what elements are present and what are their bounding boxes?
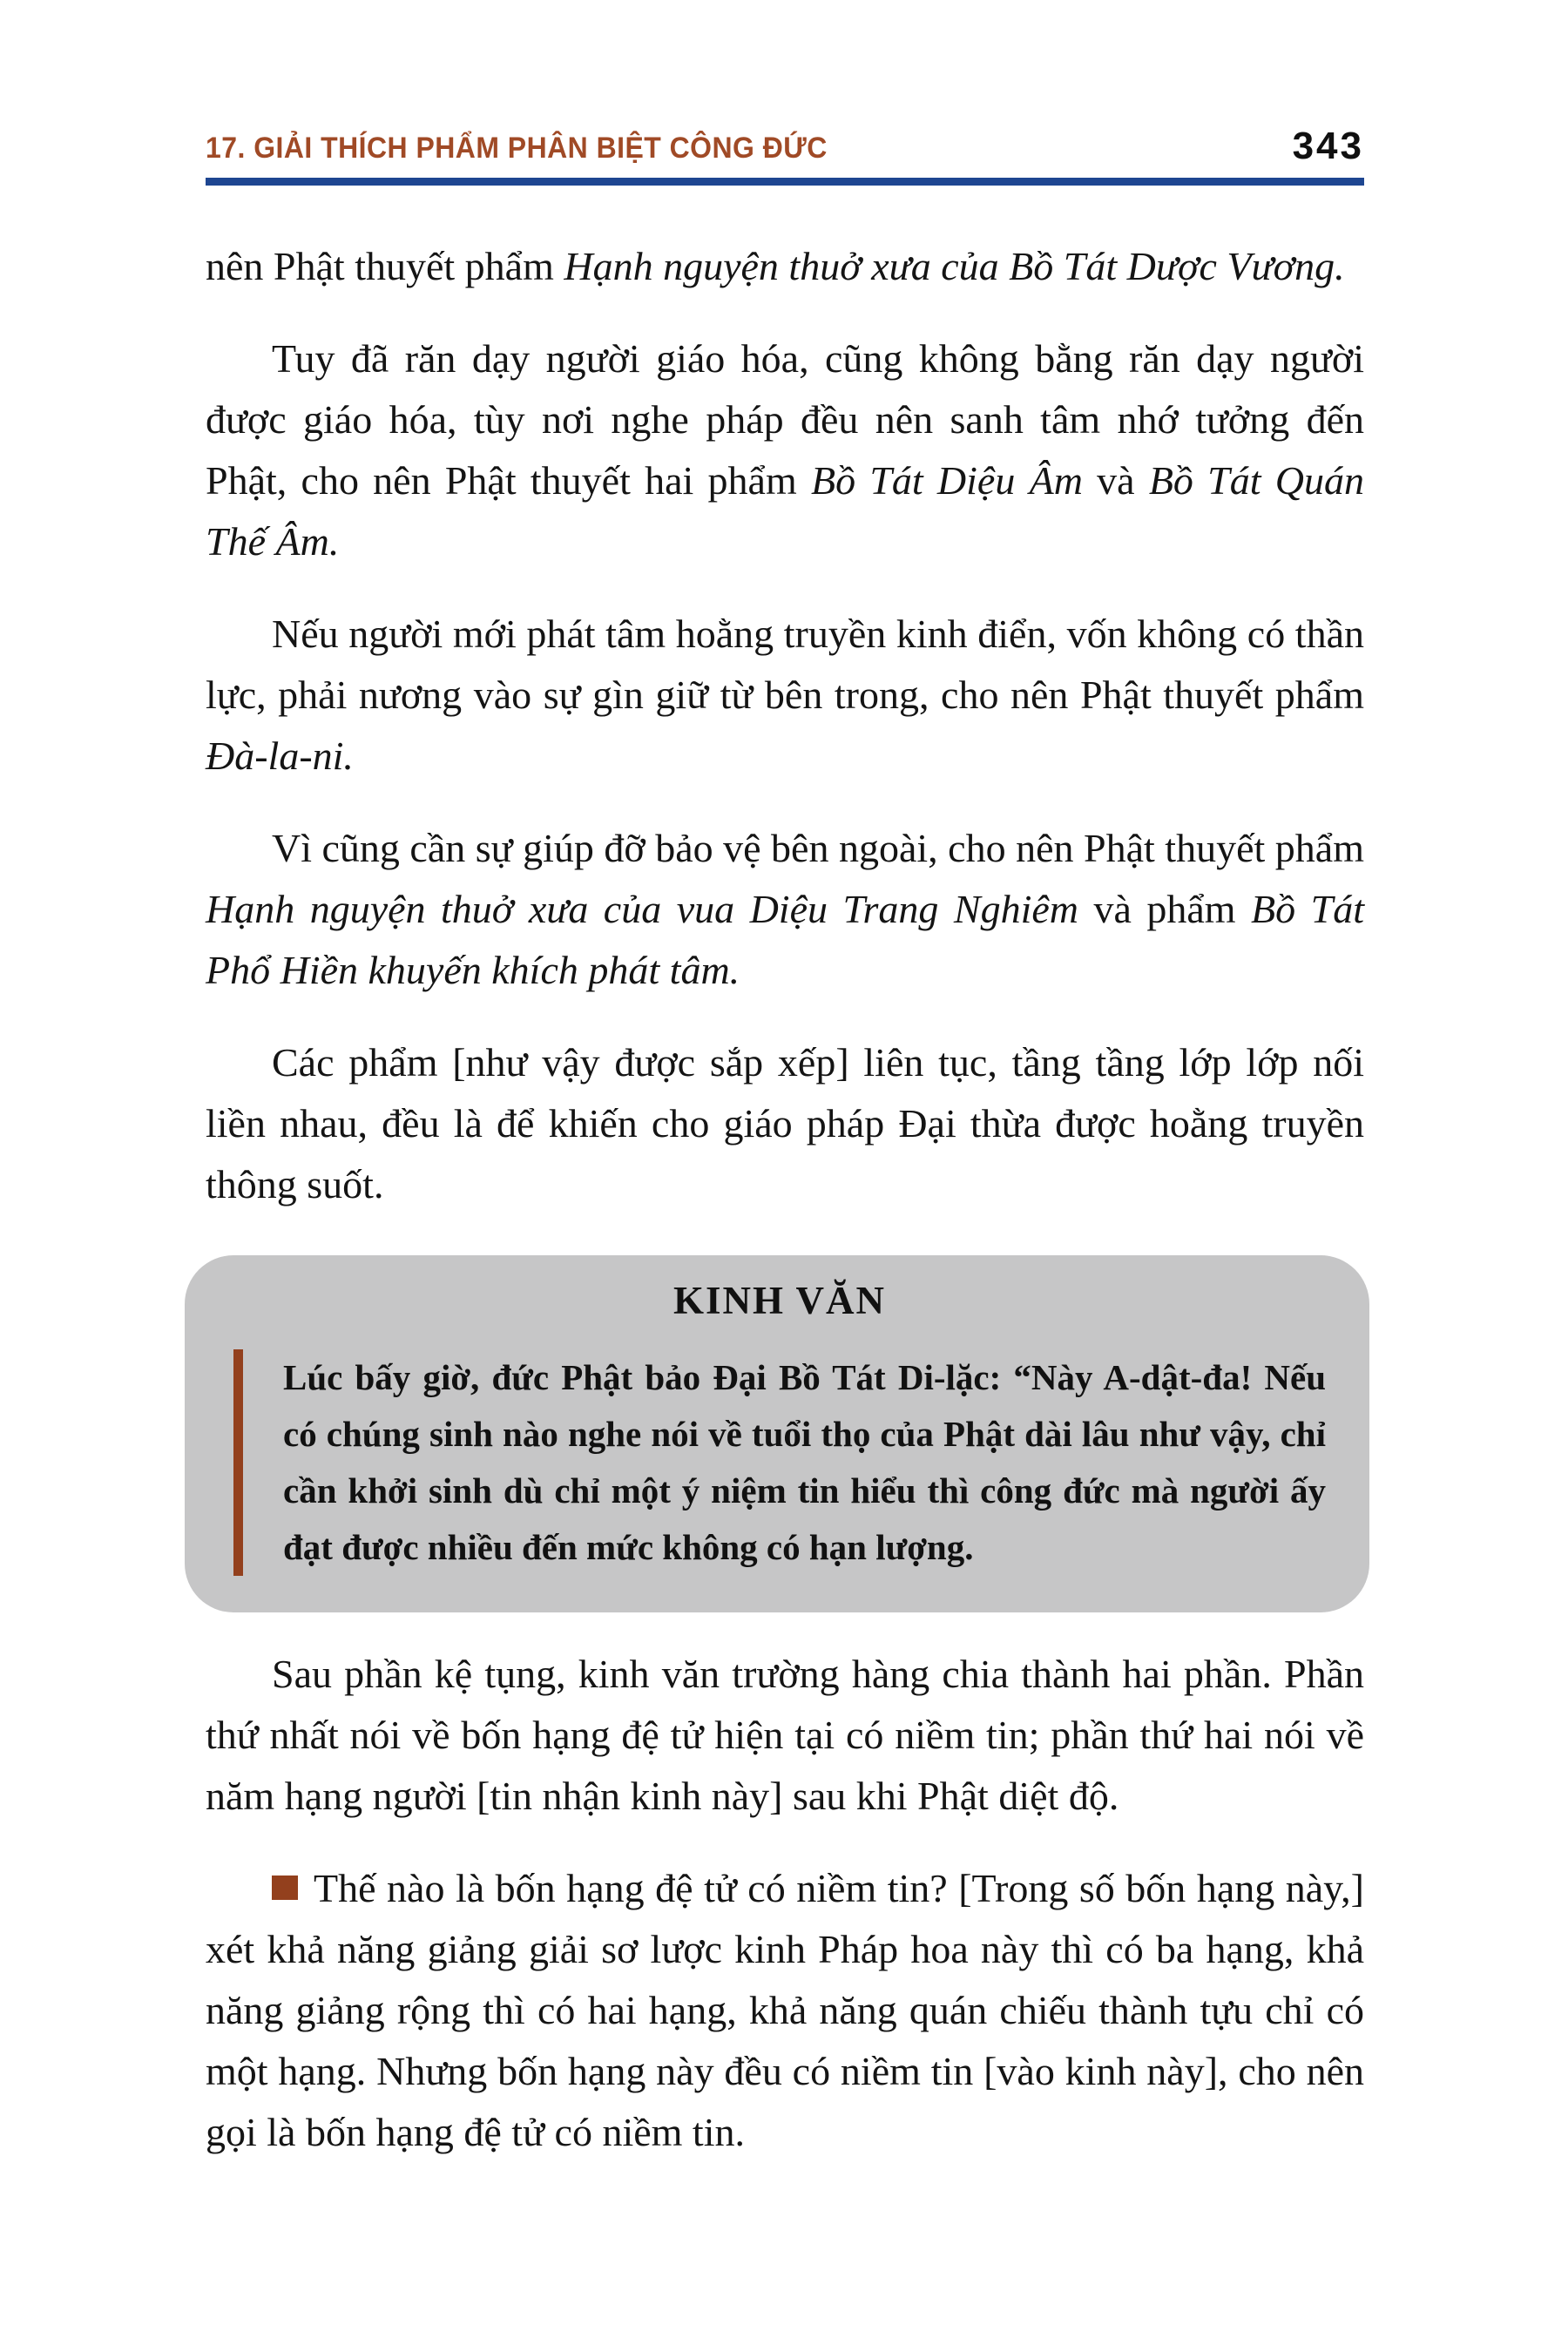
text-run: Các phẩm [như vậy được sắp xếp] liên tục, tầng tầng lớp lớp nối liền nhau, đều là để khiến cho giáo pháp Đại thừa được hoằng truyền thông suốt. xyxy=(206,1040,1364,1206)
body-text-lower xyxy=(206,1644,1364,2163)
paragraph xyxy=(206,236,1364,297)
text-run: Sau phần kệ tụng, kinh văn trường hàng chia thành hai phần. Phần thứ nhất nói về bốn hạng đệ tử hiện tại có niềm tin; phần thứ hai nói về năm hạng người [tin nhận kinh này] sau khi Phật diệt độ. xyxy=(206,1652,1364,1818)
text-run: và phẩm xyxy=(1078,887,1252,931)
text-run: Tuy đã răn dạy người giáo hóa, cũng không bằng răn dạy người được giáo hóa, tùy nơi nghe pháp đều nên sanh tâm nhớ tưởng đến Phật, cho nên Phật thuyết hai phẩm xyxy=(206,336,1364,503)
chapter-name-italic: Bồ Tát Diệu Âm xyxy=(810,458,1083,503)
chapter-name-italic: Bồ Tát Quán Thế Âm. xyxy=(206,458,1364,564)
chapter-name-italic: Bồ Tát Phổ Hiền khuyến khích phát tâm. xyxy=(206,887,1364,992)
header-rule xyxy=(206,178,1364,186)
kinh-van-quote: Lúc bấy giờ, đức Phật bảo Đại Bồ Tát Di-lặc: “Này A-dật-đa! Nếu có chúng sinh nào nghe nói về tuổi thọ của Phật dài lâu như vậy, chỉ cần khởi sinh dù chỉ một ý niệm tin hiểu thì công đức mà người ấy đạt được nhiều đến mức không có hạn lượng. xyxy=(233,1349,1326,1576)
text-run: nên Phật thuyết phẩm xyxy=(206,244,564,288)
paragraph xyxy=(206,1858,1364,2163)
text-run: Nếu người mới phát tâm hoằng truyền kinh điển, vốn không có thần lực, phải nương vào sự gìn giữ từ bên trong, cho nên Phật thuyết phẩm xyxy=(206,612,1364,717)
kinh-van-title: KINH VĂN xyxy=(673,1279,886,1322)
page-content xyxy=(206,127,1364,2163)
paragraph xyxy=(206,604,1364,787)
body-text-upper xyxy=(206,236,1364,1215)
chapter-name-italic: Đà-la-ni. xyxy=(206,733,354,778)
page-number: 343 xyxy=(1292,125,1364,167)
chapter-name-italic: Hạnh nguyện thuở xưa của vua Diệu Trang Nghiêm xyxy=(206,887,1078,931)
bullet-square-icon xyxy=(272,1876,298,1900)
paragraph xyxy=(206,818,1364,1001)
text-run: và xyxy=(1082,458,1149,503)
paragraph xyxy=(206,1644,1364,1827)
chapter-name-italic: Hạnh nguyện thuở xưa của Bồ Tát Dược Vương. xyxy=(564,244,1345,288)
text-run: Thế nào là bốn hạng đệ tử có niềm tin? [Trong số bốn hạng này,] xét khả năng giảng giải sơ lược kinh Pháp hoa này thì có ba hạng, khả năng giảng rộng thì có hai hạng, khả năng quán chiếu thành tựu chỉ có một hạng. Nhưng bốn hạng này đều có niềm tin [vào kinh này], cho nên gọi là bốn hạng đệ tử có niềm tin. xyxy=(206,1866,1364,2154)
kinh-van-box xyxy=(185,1255,1369,1612)
paragraph xyxy=(206,328,1364,572)
paragraph xyxy=(206,1032,1364,1215)
chapter-title: 17. GIẢI THÍCH PHẨM PHÂN BIỆT CÔNG ĐỨC xyxy=(206,132,828,165)
text-run: Vì cũng cần sự giúp đỡ bảo vệ bên ngoài, cho nên Phật thuyết phẩm xyxy=(272,826,1364,870)
running-header xyxy=(206,127,1364,166)
